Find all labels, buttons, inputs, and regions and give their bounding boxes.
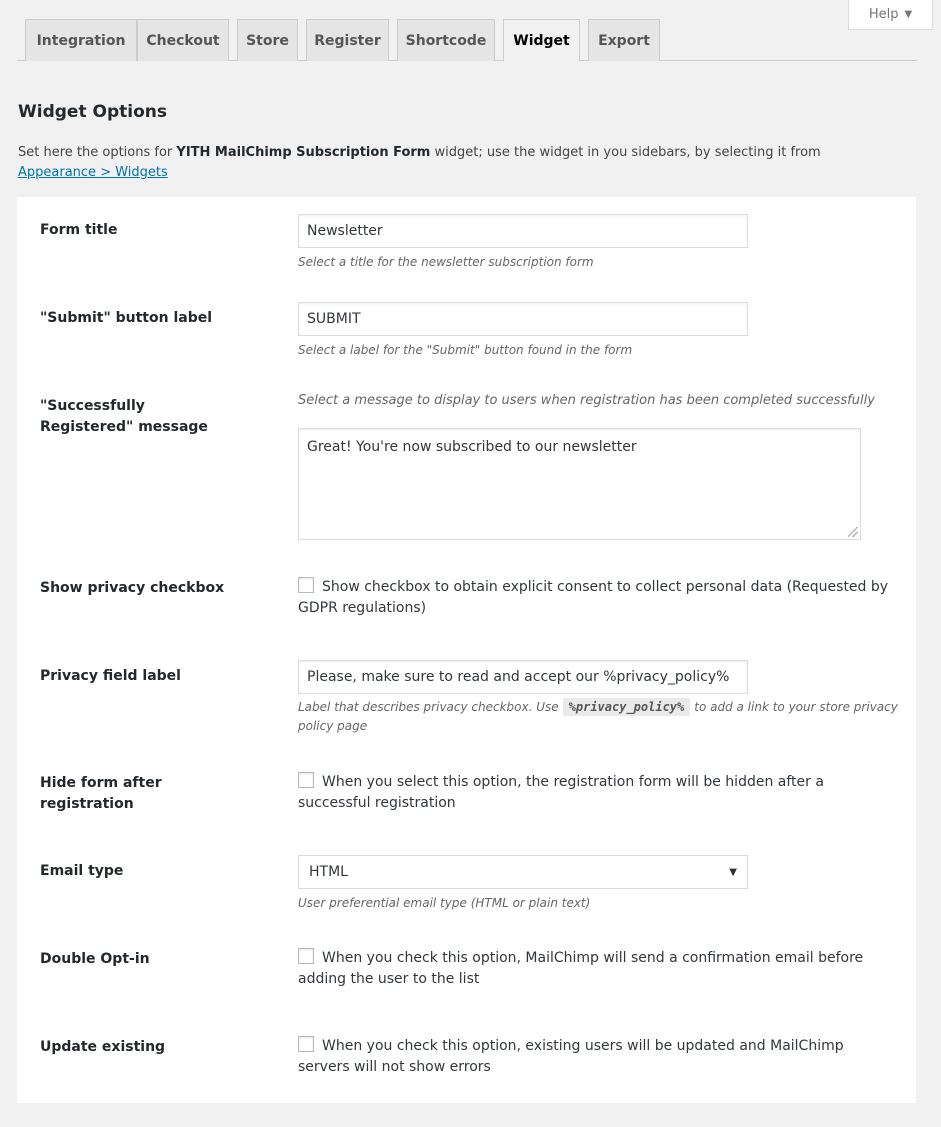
help-label: Help — [868, 7, 899, 22]
appearance-widgets-link[interactable]: Appearance > Widgets — [18, 165, 168, 180]
tab-checkout[interactable]: Checkout — [137, 19, 229, 61]
tab-store[interactable]: Store — [237, 19, 298, 61]
tab-integration[interactable]: Integration — [25, 19, 137, 61]
form-title-input[interactable]: Newsletter — [298, 214, 748, 248]
update-existing-text: When you check this option, existing users will be updated and MailChimp servers will not show errors — [298, 1038, 844, 1075]
privacy-field-label: Privacy field label — [40, 668, 181, 684]
update-existing-checkbox[interactable] — [298, 1036, 314, 1052]
email-type-select[interactable] — [298, 855, 748, 889]
success-message-label: "Successfully Registered" message — [40, 398, 208, 435]
privacy-policy-code: %privacy_policy% — [563, 698, 691, 716]
tab-register[interactable]: Register — [306, 19, 389, 61]
intro-pre: Set here the options for — [18, 145, 177, 160]
resize-grip-icon[interactable] — [848, 527, 858, 537]
form-title-label: Form title — [40, 222, 118, 238]
privacy-desc-pre: Label that describes privacy checkbox. Use — [298, 700, 559, 714]
form-title-description: Select a title for the newsletter subscription form — [298, 255, 594, 269]
update-existing-label: Update existing — [40, 1039, 166, 1055]
email-type-value: HTML — [309, 864, 348, 880]
privacy-field-description — [298, 698, 898, 736]
double-optin-label: Double Opt-in — [40, 951, 150, 967]
page-title: Widget Options — [18, 102, 167, 122]
settings-tabs — [17, 19, 917, 61]
submit-label-description: Select a label for the "Submit" button found in the form — [298, 343, 633, 357]
tab-widget[interactable]: Widget — [503, 19, 580, 62]
submit-label-input[interactable]: SUBMIT — [298, 302, 748, 336]
hide-form-label: Hide form after registration — [40, 775, 162, 812]
submit-label-label: "Submit" button label — [40, 310, 213, 326]
intro-widget-name: YITH MailChimp Subscription Form — [176, 145, 431, 160]
show-privacy-checkbox[interactable] — [298, 577, 314, 593]
intro-text — [18, 143, 898, 183]
email-type-description: User preferential email type (HTML or plain text) — [298, 896, 591, 910]
chevron-down-icon: ▼ — [729, 866, 737, 878]
hide-form-checkbox[interactable] — [298, 772, 314, 788]
success-message-value: Great! You're now subscribed to our newsletter — [307, 439, 637, 455]
success-message-description: Select a message to display to users when registration has been completed successfully — [298, 393, 875, 408]
success-message-textarea[interactable] — [298, 428, 861, 540]
intro-mid: widget; use the widget in you sidebars, by selecting it from — [430, 145, 821, 160]
update-existing-row — [298, 1036, 898, 1078]
tab-export[interactable]: Export — [588, 19, 660, 61]
tab-shortcode[interactable]: Shortcode — [397, 19, 495, 61]
email-type-label: Email type — [40, 863, 124, 879]
widget-options-panel — [17, 197, 916, 1103]
hide-form-row — [298, 772, 898, 814]
show-privacy-text: Show checkbox to obtain explicit consent to collect personal data (Requested by GDPR regulations) — [298, 579, 889, 616]
double-optin-text: When you check this option, MailChimp will send a confirmation email before adding the user to the list — [298, 950, 864, 987]
privacy-desc-post: to add a link to your store privacy policy page — [298, 700, 898, 733]
privacy-field-input[interactable]: Please, make sure to read and accept our %privacy_policy% — [298, 660, 748, 694]
show-privacy-label: Show privacy checkbox — [40, 580, 225, 596]
double-optin-row — [298, 948, 898, 990]
caret-down-icon: ▼ — [904, 9, 913, 20]
show-privacy-row — [298, 577, 898, 619]
double-optin-checkbox[interactable] — [298, 948, 314, 964]
hide-form-text: When you select this option, the registration form will be hidden after a successful registration — [298, 774, 824, 811]
